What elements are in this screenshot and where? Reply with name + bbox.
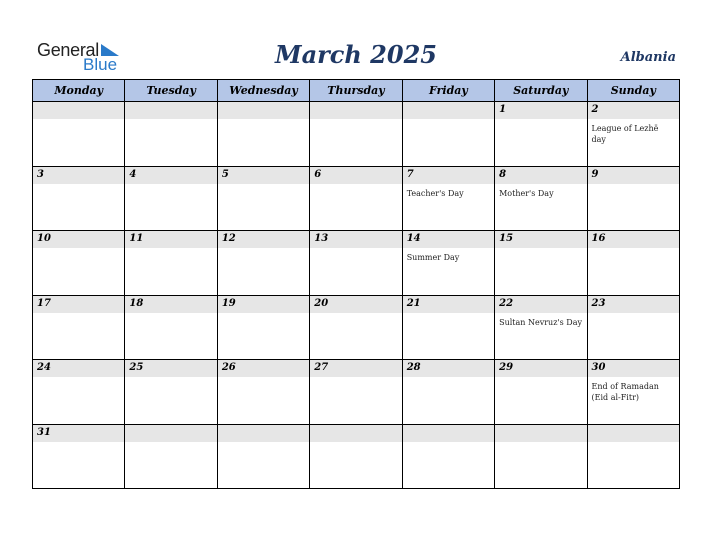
day-cell <box>402 424 494 489</box>
holiday-label <box>403 379 494 381</box>
holiday-label <box>495 250 586 252</box>
day-number: 4 <box>129 168 137 180</box>
logo-text-blue: Blue <box>83 55 118 74</box>
day-number: 1 <box>499 104 507 115</box>
day-number-bar <box>33 296 124 313</box>
day-cell <box>33 231 125 296</box>
day-cell <box>495 231 587 296</box>
holiday-label <box>310 186 401 188</box>
holiday-label <box>125 379 216 381</box>
day-number-bar <box>218 231 309 248</box>
day-cell <box>125 231 217 296</box>
day-number-bar <box>125 425 216 442</box>
day-number-bar <box>495 102 586 119</box>
day-number: 10 <box>37 233 51 244</box>
day-number: 17 <box>37 297 51 309</box>
day-number-bar <box>125 167 216 184</box>
weekday-header: Monday <box>33 80 125 102</box>
weekday-header: Thursday <box>310 80 402 102</box>
day-cell <box>587 231 679 296</box>
day-number-bar <box>588 102 679 119</box>
day-cell <box>125 166 217 231</box>
weekday-header: Friday <box>402 80 494 102</box>
day-number: 6 <box>314 168 322 180</box>
day-cell <box>495 360 587 425</box>
day-number-bar <box>310 360 401 377</box>
day-cell <box>402 295 494 360</box>
day-number: 29 <box>499 362 514 373</box>
day-cell <box>587 166 679 231</box>
day-number-bar <box>310 231 401 248</box>
day-number-bar <box>218 296 309 313</box>
holiday-label <box>218 250 309 252</box>
calendar-grid <box>32 79 680 489</box>
day-cell <box>310 102 402 167</box>
holiday-label <box>403 121 494 123</box>
day-cell <box>402 166 494 231</box>
day-number-bar <box>403 231 494 248</box>
day-number-bar <box>310 102 401 119</box>
day-number-bar <box>33 167 124 184</box>
day-number-bar <box>310 296 401 313</box>
day-number: 18 <box>129 297 144 309</box>
holiday-label <box>310 121 401 123</box>
day-number-bar <box>495 231 586 248</box>
day-number: 19 <box>221 297 236 309</box>
holiday-label <box>125 444 216 446</box>
day-cell <box>217 231 309 296</box>
day-number: 26 <box>221 362 236 373</box>
holiday-label <box>495 444 586 446</box>
day-number-bar <box>495 360 586 377</box>
day-cell <box>402 360 494 425</box>
day-number-bar <box>33 360 124 377</box>
holiday-label <box>495 379 586 381</box>
holiday-label <box>218 121 309 123</box>
day-number: 15 <box>499 233 514 244</box>
day-number: 11 <box>129 233 144 244</box>
holiday-label <box>403 315 494 317</box>
holiday-label <box>125 250 216 252</box>
holiday-label <box>125 121 216 123</box>
holiday-label: Mother's Day <box>499 188 554 198</box>
day-number-bar <box>125 102 216 119</box>
day-number: 23 <box>591 297 606 309</box>
day-cell <box>217 166 309 231</box>
day-cell <box>33 102 125 167</box>
day-number-bar <box>218 360 309 377</box>
day-number-bar <box>125 296 216 313</box>
day-cell <box>217 360 309 425</box>
day-number: 8 <box>499 168 507 180</box>
day-number-bar <box>218 425 309 442</box>
day-number-bar <box>588 231 679 248</box>
day-number: 12 <box>221 233 236 244</box>
weekday-header: Tuesday <box>125 80 217 102</box>
day-number: 5 <box>221 168 229 180</box>
week-row <box>33 424 680 489</box>
day-number-bar <box>125 360 216 377</box>
day-number-bar <box>403 296 494 313</box>
day-number-bar <box>218 102 309 119</box>
day-number-bar <box>495 167 586 184</box>
day-number: 28 <box>406 362 421 373</box>
day-number-bar <box>403 360 494 377</box>
day-cell <box>125 295 217 360</box>
weekday-header: Wednesday <box>217 80 309 102</box>
day-number-bar <box>403 167 494 184</box>
day-number-bar <box>588 296 679 313</box>
holiday-label <box>33 315 124 317</box>
week-row <box>33 166 680 231</box>
day-cell <box>402 102 494 167</box>
week-row <box>33 231 680 296</box>
logo-text-general: General <box>37 40 99 60</box>
day-cell <box>33 166 125 231</box>
calendar-title: March 2025 <box>275 40 437 69</box>
holiday-label <box>588 315 679 317</box>
day-cell <box>310 424 402 489</box>
holiday-label <box>218 379 309 381</box>
day-cell <box>402 231 494 296</box>
day-number-bar <box>588 360 679 377</box>
day-number-bar <box>33 425 124 442</box>
day-cell <box>495 166 587 231</box>
holiday-label <box>588 186 679 188</box>
country-label: Albania <box>620 50 676 65</box>
day-cell <box>495 295 587 360</box>
day-cell <box>217 295 309 360</box>
day-number: 20 <box>314 297 329 309</box>
holiday-label <box>310 379 401 381</box>
holiday-label: Teacher's Day <box>406 188 464 198</box>
day-cell <box>125 102 217 167</box>
day-cell <box>587 424 679 489</box>
holiday-label <box>218 186 309 188</box>
day-cell <box>310 166 402 231</box>
day-number-bar <box>125 231 216 248</box>
day-cell <box>217 424 309 489</box>
week-row <box>33 102 680 167</box>
day-number-bar <box>218 167 309 184</box>
day-cell <box>125 360 217 425</box>
day-cell <box>310 360 402 425</box>
holiday-label <box>33 186 124 188</box>
day-number-bar <box>403 425 494 442</box>
holiday-label <box>495 121 586 123</box>
holiday-label <box>310 250 401 252</box>
day-number: 7 <box>406 168 414 180</box>
holiday-label <box>588 444 679 446</box>
holiday-label <box>33 379 124 381</box>
day-number: 27 <box>314 362 329 373</box>
week-row <box>33 360 680 425</box>
day-cell <box>310 231 402 296</box>
day-number-bar <box>33 102 124 119</box>
day-number-bar <box>33 231 124 248</box>
holiday-label <box>588 250 679 252</box>
holiday-label <box>310 315 401 317</box>
day-cell <box>587 295 679 360</box>
day-cell <box>33 295 125 360</box>
holiday-label <box>33 444 124 446</box>
weekday-header-row <box>33 80 680 102</box>
day-number: 24 <box>37 362 51 373</box>
day-number: 16 <box>591 233 606 244</box>
day-number: 22 <box>499 297 514 309</box>
day-number: 14 <box>406 233 421 244</box>
holiday-label <box>33 250 124 252</box>
day-cell <box>495 102 587 167</box>
day-cell <box>33 360 125 425</box>
holiday-label <box>310 444 401 446</box>
day-number-bar <box>310 167 401 184</box>
day-number: 2 <box>591 104 599 115</box>
day-number-bar <box>310 425 401 442</box>
day-number: 21 <box>406 297 421 309</box>
day-cell <box>587 102 679 167</box>
weekday-header: Saturday <box>495 80 587 102</box>
day-cell <box>33 424 125 489</box>
holiday-label <box>125 315 216 317</box>
day-number-bar <box>495 425 586 442</box>
day-number-bar <box>495 296 586 313</box>
holiday-label <box>125 186 216 188</box>
day-cell <box>217 102 309 167</box>
day-cell <box>310 295 402 360</box>
day-number: 3 <box>37 168 44 180</box>
holiday-label <box>218 444 309 446</box>
holiday-label: Sultan Nevruz's Day <box>499 317 582 327</box>
day-cell <box>125 424 217 489</box>
day-number: 9 <box>591 168 599 180</box>
day-number-bar <box>588 425 679 442</box>
week-row <box>33 295 680 360</box>
day-number: 13 <box>314 233 329 244</box>
holiday-label: League of Lezhë day <box>591 124 659 144</box>
weekday-header: Sunday <box>587 80 679 102</box>
day-number-bar <box>588 167 679 184</box>
day-number-bar <box>403 102 494 119</box>
day-number: 30 <box>591 362 606 373</box>
day-number: 25 <box>129 362 144 373</box>
holiday-label <box>403 444 494 446</box>
day-number: 31 <box>37 426 51 438</box>
holiday-label <box>218 315 309 317</box>
holiday-label <box>33 121 124 123</box>
day-cell <box>587 360 679 425</box>
day-cell <box>495 424 587 489</box>
holiday-label: Summer Day <box>406 253 460 262</box>
holiday-label: End of Ramadan (Eid al-Fitr) <box>591 382 659 402</box>
